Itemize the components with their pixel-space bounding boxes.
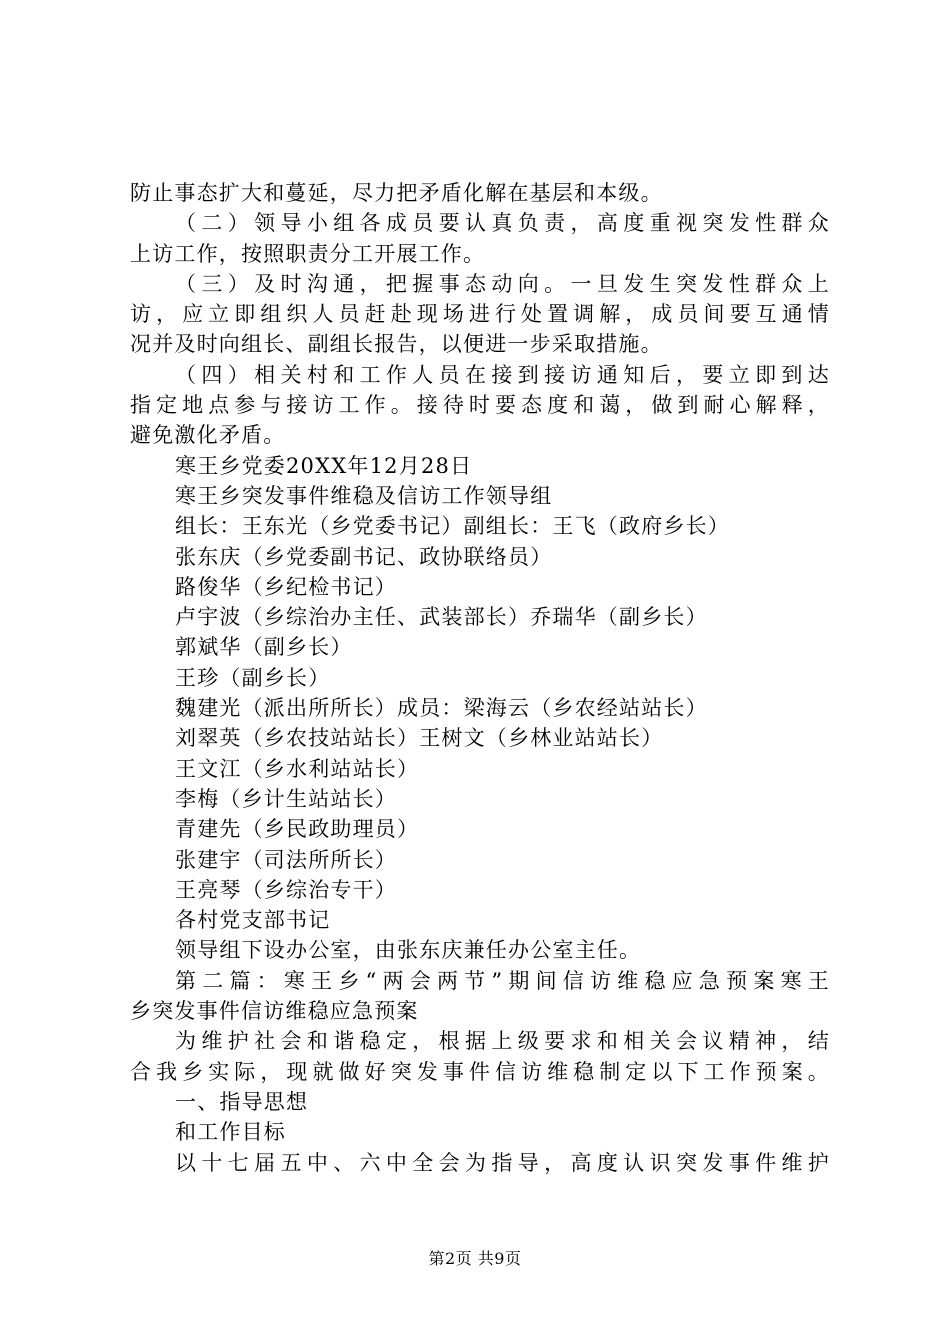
text-line: （三）及时沟通，把握事态动向。一旦发生突发性群众上 [175, 271, 830, 296]
text-line: 王珍（副乡长） [175, 665, 331, 690]
text-line: 合我乡实际，现就做好突发事件信访维稳制定以下工作预案。 [130, 1059, 830, 1084]
text-line: 王文江（乡水利站站长） [175, 756, 420, 781]
text-line: 王亮琴（乡综治专干） [175, 877, 397, 902]
text-line: 上访工作，按照职责分工开展工作。 [130, 241, 486, 266]
text-line: 寒王乡突发事件维稳及信访工作领导组 [175, 483, 553, 508]
page-footer: 第2页 共9页 [428, 1249, 522, 1268]
text-line: 张东庆（乡党委副书记、政协联络员） [175, 544, 553, 569]
text-line: 指定地点参与接访工作。接待时要态度和蔼，做到耐心解释， [130, 393, 830, 418]
text-line: 各村党支部书记 [175, 908, 331, 933]
text-line: 领导组下设办公室，由张东庆兼任办公室主任。 [175, 938, 642, 963]
text-line: 和工作目标 [175, 1120, 286, 1145]
text-line: 组长：王东光（乡党委书记）副组长：王飞（政府乡长） [175, 514, 730, 539]
document-body [130, 178, 830, 1178]
text-line: 第二篇：寒王乡“两会两节”期间信访维稳应急预案寒王 [175, 968, 830, 993]
text-line: 张建宇（司法所所长） [175, 847, 397, 872]
text-line: （四）相关村和工作人员在接到接访通知后，要立即到达 [175, 362, 830, 387]
text-line: 刘翠英（乡农技站站长）王树文（乡林业站站长） [175, 726, 664, 751]
text-line: 寒王乡党委20XX年12月28日 [175, 453, 473, 478]
text-line: 防止事态扩大和蔓延，尽力把矛盾化解在基层和本级。 [130, 181, 663, 205]
text-line: 郭斌华（副乡长） [175, 635, 353, 660]
text-line: 避免激化矛盾。 [130, 423, 286, 448]
text-line: 卢宇波（乡综治办主任、武装部长）乔瑞华（副乡长） [175, 605, 708, 630]
text-line: 乡突发事件信访维稳应急预案 [130, 999, 419, 1024]
text-line: 路俊华（乡纪检书记） [175, 574, 397, 599]
text-line: 访，应立即组织人员赶赴现场进行处置调解，成员间要互通情 [130, 302, 830, 327]
text-line: 魏建光（派出所所长）成员：梁海云（乡农经站站长） [175, 696, 708, 721]
text-line: 李梅（乡计生站站长） [175, 786, 397, 811]
text-line: 况并及时向组长、副组长报告，以便进一步采取措施。 [130, 332, 663, 357]
text-line: 以十七届五中、六中全会为指导，高度认识突发事件维护 [175, 1150, 830, 1175]
text-line: 青建先（乡民政助理员） [175, 817, 420, 842]
text-line: 一、指导思想 [175, 1089, 309, 1114]
text-line: （二）领导小组各成员要认真负责，高度重视突发性群众 [175, 211, 830, 236]
text-line: 为维护社会和谐稳定，根据上级要求和相关会议精神，结 [175, 1029, 830, 1054]
